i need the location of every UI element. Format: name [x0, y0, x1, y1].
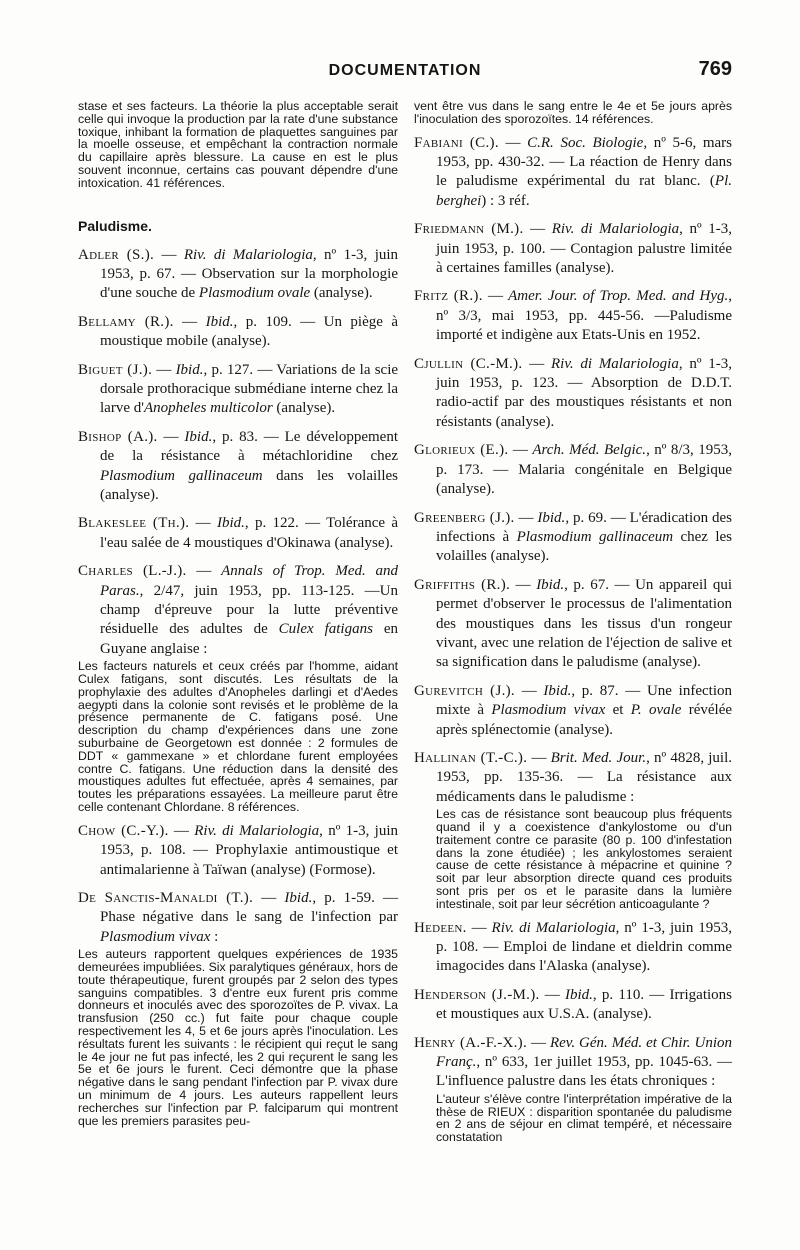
entry-text: , p. 67. — Un appareil qui permet d'observer le processus de l'alimentation des moustiques dans les tissus d'un rongeur vivant, avec une relation de l'éjection de salive et sa signification dans le paludisme (analyse). — [436, 576, 732, 671]
entry-text: — — [523, 221, 552, 238]
entry-text: — — [482, 288, 509, 305]
entry-text: — — [508, 442, 533, 459]
entry-italic-text: Culex fatigans — [278, 621, 373, 638]
entry-bellamy — [78, 313, 398, 352]
entry-henry — [414, 1034, 732, 1092]
entry-text: , nº 1-3, juin 1953, p. 108. — Prophylaxie antimoustique et antimalarienne à Taïwan (analyse) (Formose). — [100, 822, 399, 878]
section-title: Paludisme. — [78, 217, 152, 234]
entry-author: Fritz (R.). — [414, 288, 483, 305]
entry-italic-text: Anopheles multicolor — [143, 400, 273, 417]
entry-italic-text: Rev. Gén. Méd. et Chir. Union Franç. — [436, 1034, 732, 1070]
page-header — [78, 58, 732, 90]
entry-text: et — [605, 702, 631, 719]
entry-author: Biguet (J.). — [78, 361, 153, 378]
entry-text: , nº 1-3, juin 1953, p. 108. — Emploi de lindane et dieldrin comme imagocides dans l'Alaska (analyse). — [436, 919, 733, 975]
entry-text: — — [527, 749, 551, 766]
entry-cjullin — [414, 355, 732, 433]
continuation-text: vent être vus dans le sang entre le 4e et 5e jours après l'inoculation des sporozoïtes. 14 références. — [414, 99, 732, 126]
entry-bishop — [78, 428, 398, 506]
entry-blakeslee — [78, 514, 398, 553]
entry-friedmann — [414, 220, 732, 278]
entry-italic-text: Ibid. — [184, 428, 213, 445]
entry-text: , nº 5-6, mars 1953, pp. 430-32. — La réaction de Henry dans le paludisme expérimental du rat blanc. ( — [436, 134, 733, 190]
entry-author: Cjullin (C.-M.). — [414, 355, 523, 372]
entry-text: — — [527, 1034, 550, 1051]
entry-author: Bishop (A.). — [78, 428, 158, 445]
entry-author: Adler (S.). — [78, 246, 155, 263]
entry-text: — — [498, 134, 528, 151]
abstract-henry: L'auteur s'élève contre l'interprétation impérative de la thèse de RIEUX : disparition spontanée du paludisme en 2 ans de séjour en climat tempéré, et nécessaire constatation — [436, 1091, 732, 1145]
entry-text: (analyse). — [272, 400, 336, 417]
entry-author: Hallinan (T.-C.). — [414, 749, 528, 766]
entry-author: Glorieux (E.). — [414, 442, 509, 459]
entry-desanctis — [78, 889, 398, 947]
entry-italic-text: Arch. Méd. Belgic. — [532, 442, 647, 459]
entry-text: , p. 110. — Irrigations et moustiques aux U.S.A. (analyse). — [436, 986, 732, 1023]
entry-text: dans les volailles (analyse). — [100, 467, 398, 504]
entry-text: , p. 127. — Variations de la scie dorsale prothoracique submédiane interne chez la larve d' — [100, 361, 399, 417]
entry-text: — — [539, 986, 565, 1003]
entry-text: , p. 69. — L'éradication des infections à — [436, 509, 732, 545]
entry-biguet — [78, 361, 398, 419]
entry-text: — — [168, 822, 195, 839]
entry-italic-text: P. ovale — [630, 702, 682, 719]
entry-text: , nº 1-3, juin 1953, p. 67. — Observation sur la morphologie d'une souche de — [100, 246, 399, 302]
entry-italic-text: Ibid. — [536, 576, 565, 593]
entry-author: Chow (C.-Y.). — [78, 822, 169, 839]
entry-text: , nº 633, 1er juillet 1953, pp. 1045-63. — L'influence palustre dans les états chroniques : — [436, 1054, 732, 1090]
entry-hallinan — [414, 749, 732, 807]
entry-text: en Guyane anglaise : — [100, 621, 399, 657]
entry-text: , nº 1-3, juin 1953, p. 100. — Contagion palustre limitée à certaines familles (analyse). — [436, 221, 732, 277]
entry-text: ) : 3 réf. — [481, 192, 530, 209]
entry-italic-text: Ibid. — [175, 361, 204, 378]
entry-text: , 2/47, juin 1953, pp. 113-125. —Un champ d'épreuve pour la lutte préventive résiduelle des adultes de — [100, 582, 398, 638]
entry-text: , p. 83. — Le développement de la résistance à métachloridine chez — [100, 428, 398, 465]
entry-text: (analyse). — [310, 285, 373, 302]
left-column — [78, 100, 398, 1127]
entry-text: — — [186, 563, 222, 580]
entry-author: Blakeslee (Th.). — [78, 515, 190, 532]
entry-italic-text: Riv. di Malariologia — [551, 221, 680, 238]
entry-text: , p. 87. — Une infection mixte à — [436, 682, 732, 719]
abstract-hallinan: Les cas de résistance sont beaucoup plus fréquents quand il y a coexistence d'ankylostome ou d'un traitement contre ce parasite (80 p. 100 d'infestation dans la zone étudiée) ; les ankylostomes seraient cause de cette résistance à mépacrine et quinine ? soit par leur absorption directe quand ces produits sont pris per os et le parasite dans la lumière intestinale, soit par leur sécrétion anticoagulante ? — [436, 807, 732, 911]
entry-chow — [78, 822, 398, 880]
entry-text: , p. 1-59. —Phase négative dans le sang de l'infection par — [100, 890, 398, 926]
entry-author: Griffiths (R.). — [414, 576, 511, 593]
entry-adler — [78, 246, 398, 304]
entry-text: — — [510, 576, 537, 593]
entry-author: Hedeen. — [414, 919, 467, 936]
entry-italic-text: Ibid. — [543, 682, 572, 699]
entry-italic-text: Ibid. — [205, 313, 234, 330]
entry-italic-text: Plasmodium gallinaceum — [516, 528, 674, 545]
entry-text: , nº 4828, juil. 1953, pp. 135-36. — La résistance aux médicaments dans le paludisme : — [436, 749, 732, 805]
entry-text: — — [189, 515, 217, 532]
entry-italic-text: Plasmodium vivax — [100, 928, 211, 945]
entry-text: , nº 1-3, juin 1953, p. 123. — Absorption de D.D.T. radio-actif par des moustiques résistants et non résistants (analyse). — [436, 355, 733, 430]
entry-text: — — [157, 428, 185, 445]
running-title: DOCUMENTATION — [328, 62, 482, 79]
entry-italic-text: Ibid. — [537, 509, 566, 526]
entry-glorieux — [414, 441, 732, 499]
entry-italic-text: C.R. Soc. Biologie — [527, 134, 644, 151]
entry-text: — — [514, 509, 538, 526]
entry-fabiani — [414, 134, 732, 212]
intro-abstract: stase et ses facteurs. La théorie la plus acceptable serait celle qui invoque la production par la rate d'une substance toxique, inhibant la formation de plaquettes sanguines par la moelle osseuse, et empêchant la contraction normale du capillaire après blessure. La cause en est le plus souvent inconnue, certains cas pouvant dépendre d'une intoxication. 41 références. — [78, 99, 398, 190]
entry-italic-text: Pl. berghei — [436, 173, 732, 209]
entry-text: — — [152, 361, 176, 378]
entry-charles — [78, 562, 398, 659]
entry-italic-text: Ibid. — [565, 986, 593, 1003]
entry-italic-text: Plasmodium gallinaceum — [100, 467, 263, 484]
left-entries — [78, 246, 398, 1128]
entry-text: révélée après splénectomie (analyse). — [436, 702, 733, 738]
entry-italic-text: Brit. Med. Jour. — [550, 749, 647, 766]
entry-author: Greenberg (J.). — [414, 509, 515, 526]
entry-author: Fabiani (C.). — [414, 134, 499, 151]
entry-italic-text: Riv. di Malariologia — [550, 355, 679, 372]
entry-text: , nº 8/3, 1953, p. 173. — Malaria congénitale en Belgique (analyse). — [436, 442, 732, 498]
entry-text: — — [253, 890, 285, 907]
entry-text: , p. 109. — Un piège à moustique mobile (analyse). — [100, 313, 398, 350]
entry-henderson — [414, 986, 732, 1025]
entry-italic-text: Amer. Jour. of Trop. Med. and Hyg. — [508, 288, 729, 305]
entry-gurevitch — [414, 682, 732, 740]
entry-text: , nº 3/3, mai 1953, pp. 445-56. —Paludisme importé et indigène aux Etats-Unis en 1952. — [436, 288, 733, 344]
entry-author: Friedmann (M.). — [414, 221, 524, 238]
entry-author: Charles (L.-J.). — [78, 563, 187, 580]
entry-text: — — [173, 313, 206, 330]
entry-author: Gurevitch (J.). — [414, 682, 515, 699]
entry-text: : — [210, 928, 219, 945]
entry-griffiths — [414, 576, 732, 673]
entry-text: — — [466, 919, 492, 936]
entry-text: — — [514, 682, 544, 699]
right-column — [414, 100, 732, 1144]
entry-text: — — [154, 246, 184, 263]
entry-italic-text: Plasmodium vivax — [491, 702, 606, 719]
entry-hedeen — [414, 919, 732, 977]
entry-fritz — [414, 287, 732, 345]
page-number: 769 — [698, 58, 732, 80]
entry-italic-text: Riv. di Malariologia — [183, 246, 313, 263]
entry-greenberg — [414, 509, 732, 567]
abstract-desanctis: Les auteurs rapportent quelques expériences de 1935 demeurées impubliées. Six paralytiques généraux, hors de toute thérapeutique, furent groupés par 2 selon des types sanguins compatibles. 3 d'entre eux furent pris comme donneurs et inoculés avec des sporozoïtes de P. vivax. La transfusion (250 cc.) fut faite pour chaque couple respectivement les 4, 5 et 6e jours après l'inoculation. Les résultats furent les suivants : le récipient qui reçut le sang le 4e jour ne fut pas infecté, les 2 qui reçurent le sang les 5e et 6e jours le furent. Ceci démontre que la phase négative dans le sang pendant l'infection par P. vivax dure un minimum de 4 jours. Les auteurs rappellent leurs recherches sur l'infection par P. falciparum qui montrent que les premiers parasites peu- — [78, 947, 398, 1128]
entry-text: , p. 122. — Tolérance à l'eau salée de 4 moustiques d'Okinawa (analyse). — [100, 515, 399, 551]
entry-text: — — [522, 355, 551, 372]
entry-italic-text: Riv. di Malariologia — [194, 822, 320, 839]
abstract-charles: Les facteurs naturels et ceux créés par l'homme, aidant Culex fatigans, sont discutés. Les résultats de la prophylaxie des adultes d'Anopheles darlingi et d'Aedes aegypti dans la colonie sont revisés et le problème de la présence permanente de C. fatigans posé. Une description du champ d'expériences dans une zone suburbaine de Georgetown est donnée : 2 formules de DDT « gammexane » et chlordane furent employées contre C. fatigans. Une réduction dans la densité des moustiques adultes fut effectuée, après 4 semaines, par toutes les préparations essayées. La meilleure parut être celle contenant Chlordane. 8 références. — [78, 659, 398, 815]
entry-text: chez les volailles (analyse). — [436, 528, 733, 565]
entry-italic-text: Annals of Trop. Med. and Paras. — [100, 563, 398, 599]
entry-author: Henderson (J.-M.). — [414, 986, 540, 1003]
entry-author: De Sanctis-Manaldi (T.). — [78, 890, 254, 907]
entry-italic-text: Riv. di Malariologia — [491, 919, 616, 936]
entry-italic-text: Plasmodium ovale — [198, 285, 311, 302]
entry-italic-text: Ibid. — [284, 890, 313, 907]
entry-italic-text: Ibid. — [216, 515, 245, 532]
entry-author: Henry (A.-F.-X.). — [414, 1034, 528, 1051]
entry-author: Bellamy (R.). — [78, 313, 174, 330]
